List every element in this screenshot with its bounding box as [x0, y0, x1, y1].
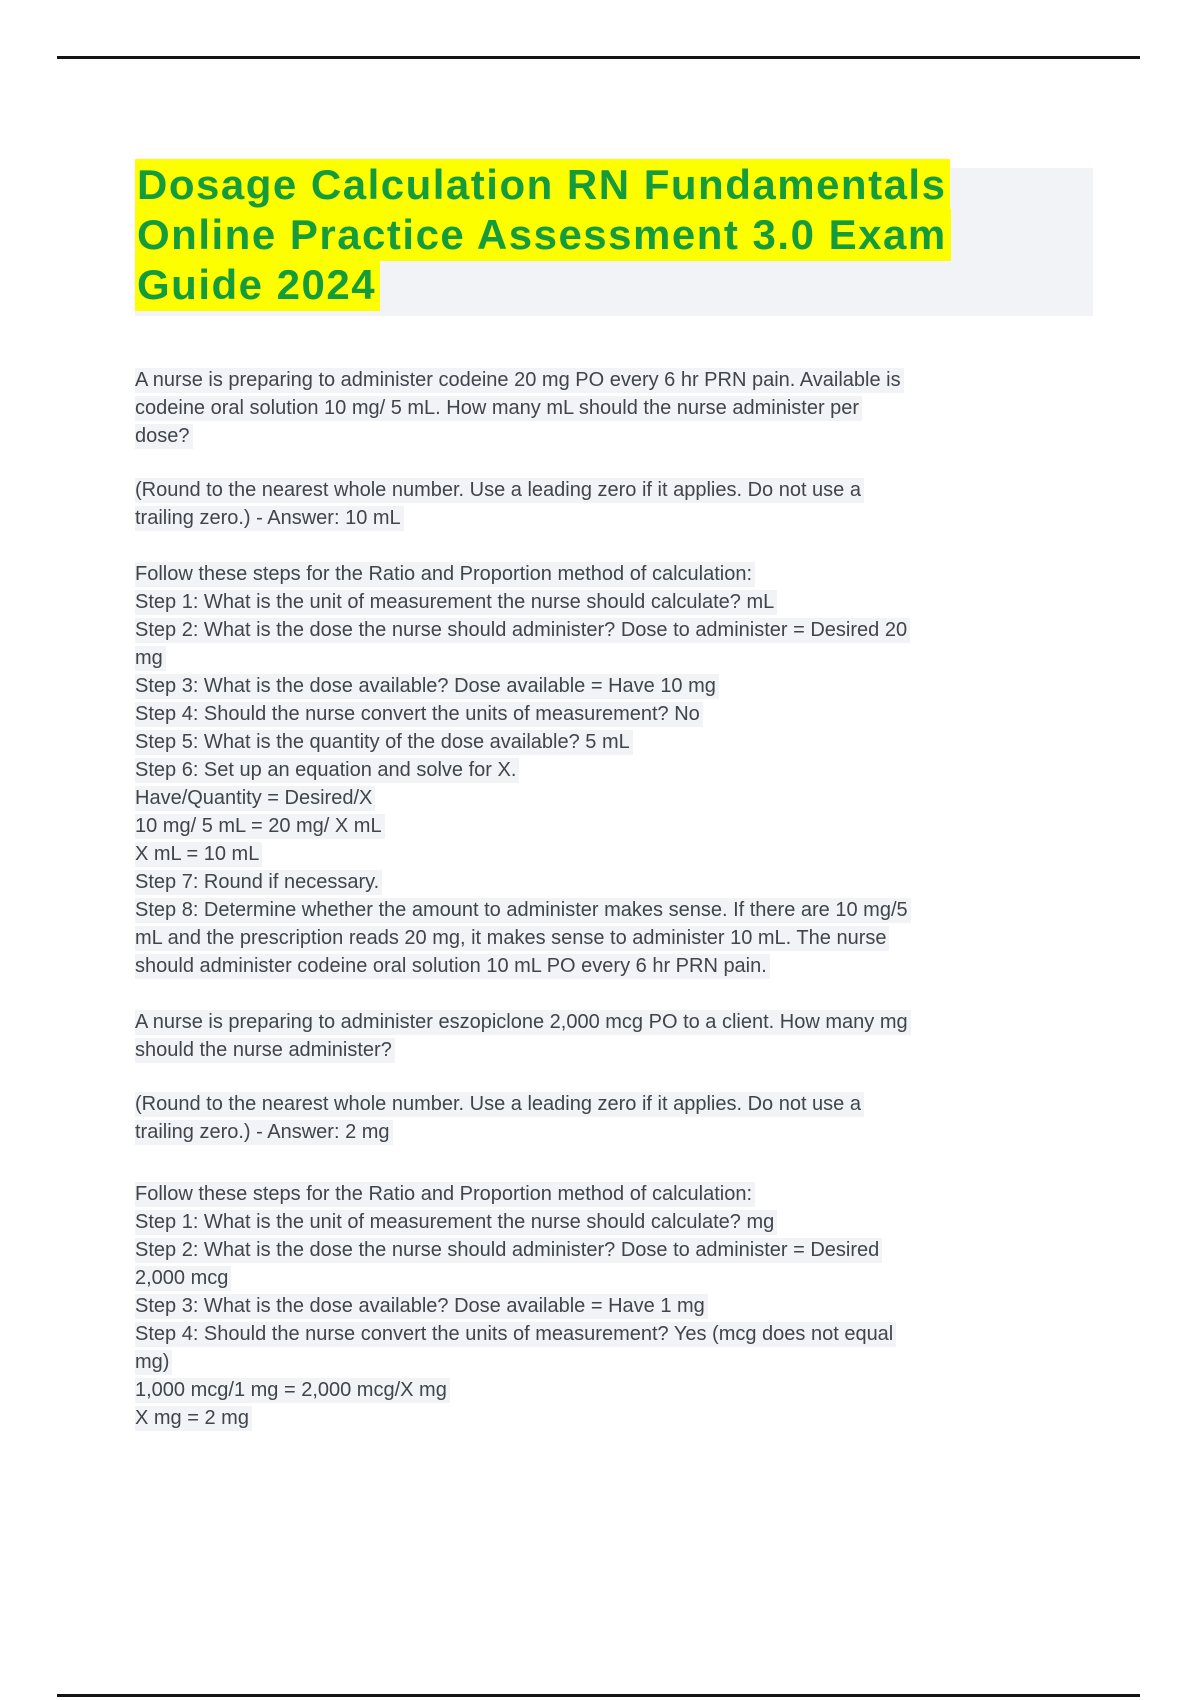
question-2-paragraph — [135, 1008, 1135, 1064]
ratio-proportion-steps-2 — [135, 1180, 1135, 1432]
title-highlight: Dosage Calculation RN Fundamentals — [135, 159, 950, 211]
text-line: dose? — [135, 424, 193, 449]
text-line: Step 5: What is the quantity of the dose available? 5 mL — [135, 730, 633, 755]
text-line: Step 7: Round if necessary. — [135, 870, 382, 895]
text-line: X mg = 2 mg — [135, 1406, 252, 1431]
text-line: Step 1: What is the unit of measurement the nurse should calculate? mg — [135, 1210, 777, 1235]
title-highlight: Guide 2024 — [135, 259, 380, 311]
text-line: Step 1: What is the unit of measurement the nurse should calculate? mL — [135, 590, 777, 615]
document-title-line — [135, 160, 1135, 210]
text-line: 2,000 mcg — [135, 1266, 231, 1291]
text-line: should administer codeine oral solution 10 mL PO every 6 hr PRN pain. — [135, 954, 770, 979]
text-line: trailing zero.) - Answer: 10 mL — [135, 506, 404, 531]
bottom-border-line — [57, 1694, 1140, 1697]
rounding-instruction-1 — [135, 476, 1135, 532]
text-line: Step 8: Determine whether the amount to administer makes sense. If there are 10 mg/5 — [135, 898, 911, 923]
text-line: (Round to the nearest whole number. Use a leading zero if it applies. Do not use a — [135, 478, 864, 503]
rounding-instruction-2 — [135, 1090, 1135, 1146]
text-line: A nurse is preparing to administer eszopiclone 2,000 mcg PO to a client. How many mg — [135, 1010, 911, 1035]
text-line: codeine oral solution 10 mg/ 5 mL. How many mL should the nurse administer per — [135, 396, 862, 421]
text-line: Step 4: Should the nurse convert the units of measurement? No — [135, 702, 703, 727]
text-line: Step 6: Set up an equation and solve for X. — [135, 758, 519, 783]
text-line: Step 3: What is the dose available? Dose available = Have 10 mg — [135, 674, 719, 699]
text-line: mg — [135, 646, 166, 671]
document-title-line — [135, 260, 1135, 310]
text-line: X mL = 10 mL — [135, 842, 262, 867]
text-line: Have/Quantity = Desired/X — [135, 786, 375, 811]
question-1-paragraph — [135, 366, 1135, 450]
text-line: 10 mg/ 5 mL = 20 mg/ X mL — [135, 814, 385, 839]
text-line: Step 2: What is the dose the nurse should administer? Dose to administer = Desired 20 — [135, 618, 910, 643]
text-line: Step 2: What is the dose the nurse should administer? Dose to administer = Desired — [135, 1238, 882, 1263]
title-highlight: Online Practice Assessment 3.0 Exam — [135, 209, 951, 261]
text-line: trailing zero.) - Answer: 2 mg — [135, 1120, 393, 1145]
text-line: 1,000 mcg/1 mg = 2,000 mcg/X mg — [135, 1378, 450, 1403]
top-border-line — [57, 56, 1140, 59]
text-line: Step 4: Should the nurse convert the units of measurement? Yes (mcg does not equal — [135, 1322, 896, 1347]
text-line: A nurse is preparing to administer codeine 20 mg PO every 6 hr PRN pain. Available is — [135, 368, 904, 393]
text-line: (Round to the nearest whole number. Use a leading zero if it applies. Do not use a — [135, 1092, 864, 1117]
text-line: should the nurse administer? — [135, 1038, 395, 1063]
text-line: Follow these steps for the Ratio and Proportion method of calculation: — [135, 1182, 755, 1207]
text-line: Follow these steps for the Ratio and Proportion method of calculation: — [135, 562, 755, 587]
text-line: Step 3: What is the dose available? Dose available = Have 1 mg — [135, 1294, 708, 1319]
text-line: mg) — [135, 1350, 172, 1375]
ratio-proportion-steps-1 — [135, 560, 1135, 980]
text-line: mL and the prescription reads 20 mg, it makes sense to administer 10 mL. The nurse — [135, 926, 889, 951]
document-title — [135, 160, 1135, 310]
document-title-line — [135, 210, 1135, 260]
